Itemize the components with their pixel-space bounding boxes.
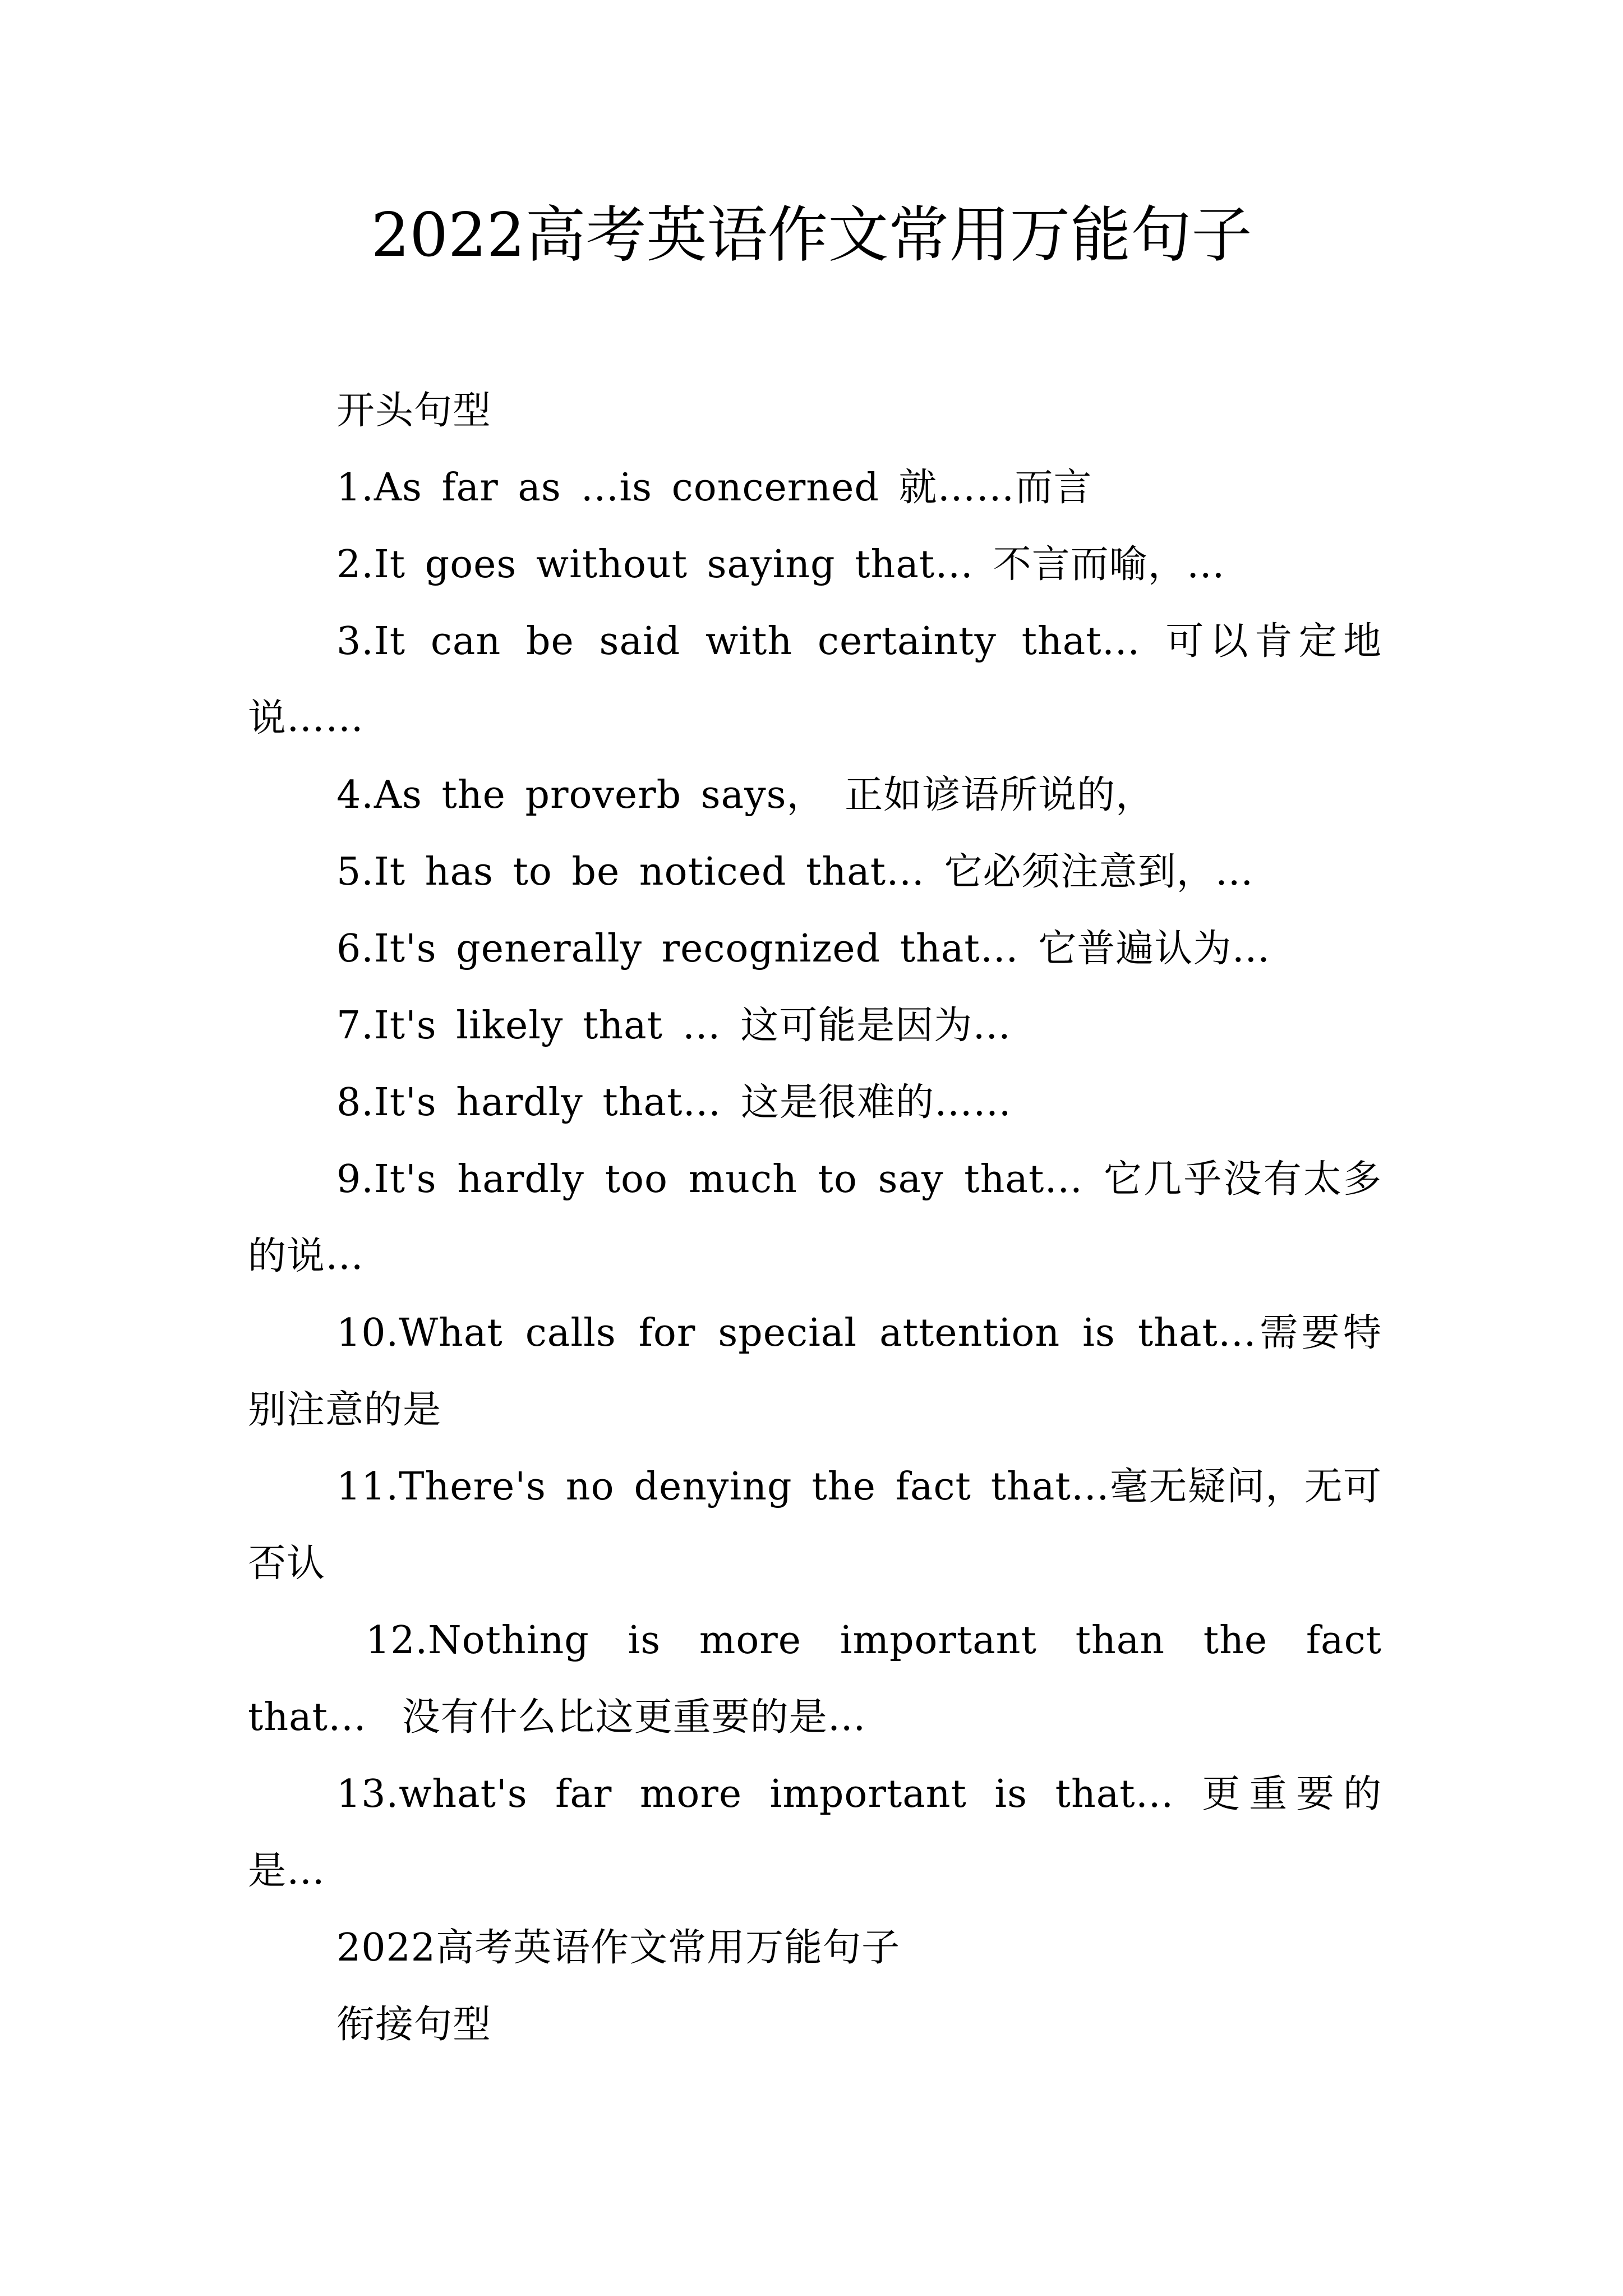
sentence-item: 13.what's far more important is that… 更重要的是… <box>248 1772 1382 1893</box>
sentence-item: 1.As far as …is concerned 就……而言 <box>336 466 1092 510</box>
sentence-item: 10.What calls for special attention is that…需要特别注意的是 <box>248 1311 1382 1432</box>
document-title: 2022高考英语作文常用万能句子 <box>371 200 1252 270</box>
sentence-item: 7.It's likely that … 这可能是因为… <box>336 1004 1012 1048</box>
sentence-item: 3.It can be said with certainty that… 可以肯定地说…… <box>248 619 1382 740</box>
section-heading-opening: 开头句型 <box>336 389 492 433</box>
sentence-item: 4.As the proverb says， 正如谚语所说的， <box>336 773 1155 817</box>
sentence-item: 6.It's generally recognized that… 它普遍认为… <box>336 927 1271 971</box>
sentence-item: 9.It's hardly too much to say that… 它几乎没有太多的说… <box>248 1157 1382 1278</box>
sentence-item: 12.Nothing is more important than the fact that… 没有什么比这更重要的是… <box>248 1618 1382 1740</box>
sentence-item: 5.It has to be noticed that… 它必须注意到，… <box>336 850 1254 894</box>
sentence-item: 8.It's hardly that… 这是很难的…… <box>336 1080 1012 1125</box>
repeated-title-line: 2022高考英语作文常用万能句子 <box>336 1926 901 1970</box>
sentence-item: 11.There's no denying the fact that…毫无疑问，无可否认 <box>248 1465 1382 1586</box>
document-body <box>248 372 1382 2063</box>
section-heading-transition: 衔接句型 <box>336 2003 492 2047</box>
sentence-item: 2.It goes without saying that… 不言而喻，… <box>336 542 1225 587</box>
